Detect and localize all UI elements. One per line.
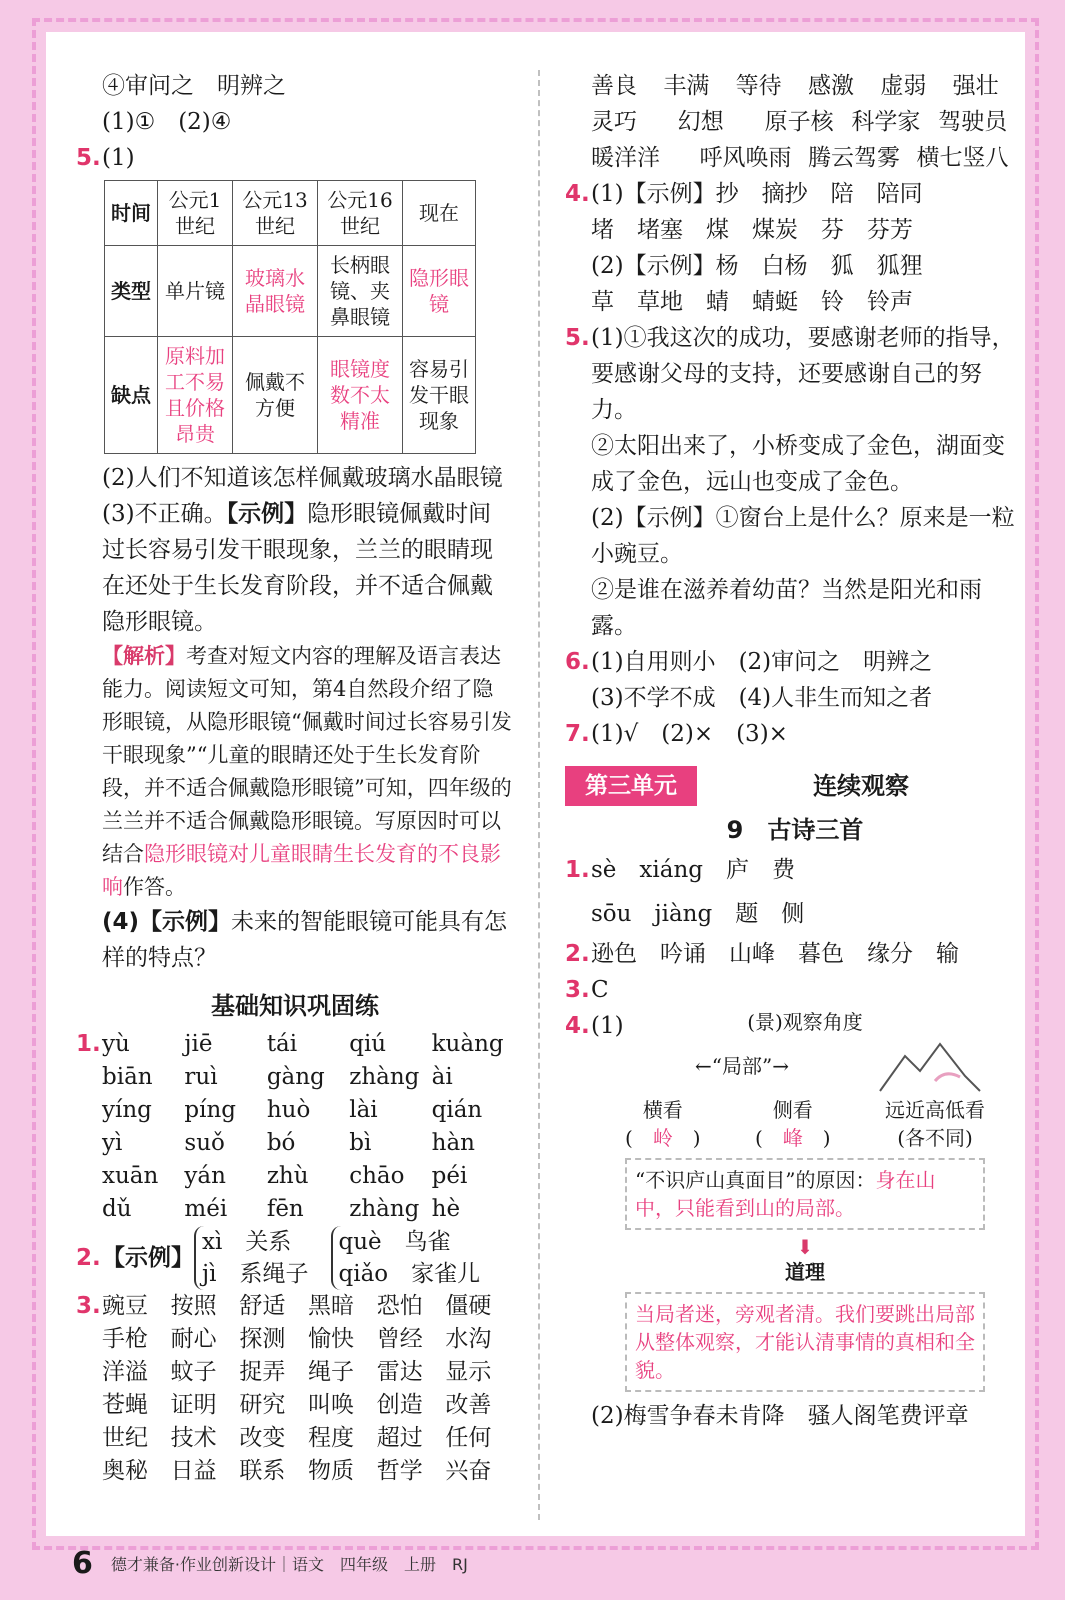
answer-line: (2)梅雪争春未肯降 骚人阁笔费评章	[591, 1403, 969, 1429]
table-cell: 容易引发干眼现象	[403, 337, 476, 454]
question-number: 5.	[76, 145, 101, 171]
table-cell: 公元1世纪	[158, 181, 233, 246]
observation-diagram	[625, 1008, 985, 1392]
reason-text: 身在山中，只能看到山的局部。	[635, 1168, 936, 1220]
section-title: 基础知识巩固练	[211, 992, 379, 1020]
table-cell: 佩戴不方便	[233, 337, 318, 454]
word: 善良	[591, 73, 637, 99]
reason-box	[625, 1158, 985, 1230]
pinyin: hàn	[431, 1130, 475, 1156]
word-row	[565, 68, 1025, 104]
pinyin: yì	[102, 1130, 123, 1156]
answer-text: C	[591, 977, 609, 1003]
view-answer: 峰	[782, 1126, 803, 1150]
table-cell: 类型	[105, 246, 158, 337]
pinyin: qiǎo	[338, 1261, 389, 1287]
pinyin: bì	[349, 1130, 372, 1156]
word: 虚弱	[880, 73, 927, 99]
word: 丰满	[663, 73, 710, 99]
diagram-views	[625, 1096, 985, 1152]
pinyin: bó	[266, 1130, 296, 1156]
answer-line: sōu jiàng 题 侧	[591, 901, 805, 927]
unit-tag: 第三单元	[565, 766, 697, 806]
table-cell: 单片镜	[158, 246, 233, 337]
table-cell: 时间	[105, 181, 158, 246]
answer-text: 未来的智能眼镜可能具有怎样的特点？	[102, 909, 508, 971]
word: 灵巧	[591, 109, 637, 135]
table-cell: 长柄眼镜、夹鼻眼镜	[318, 246, 403, 337]
question-number: 3.	[76, 1293, 101, 1319]
pinyin-row	[76, 1160, 514, 1193]
word: 感激	[807, 73, 854, 99]
pinyin: suǒ	[184, 1130, 225, 1156]
pinyin: méi	[184, 1196, 228, 1222]
sub-label: (1)	[102, 145, 135, 171]
pinyin: yù	[102, 1031, 130, 1057]
question-3	[565, 972, 1025, 1008]
pinyin: zhàng	[349, 1064, 420, 1090]
word: 创造	[376, 1392, 423, 1418]
footer-text: 德才兼备·作业创新设计｜语文 四年级 上册 RJ	[110, 1555, 468, 1574]
word: 驾驶员	[938, 109, 1008, 135]
question-6	[565, 644, 1025, 680]
answer-line: (3)不学不成 (4)人非生而知之者	[591, 685, 933, 711]
word: 世纪	[102, 1425, 148, 1451]
table-row	[105, 181, 476, 246]
right-column	[565, 68, 1025, 1434]
word: 苍蝇	[102, 1392, 148, 1418]
table-cell: 公元13世纪	[233, 181, 318, 246]
word: 超过	[376, 1425, 423, 1451]
question-1	[565, 848, 1025, 892]
view-item: 横看 ( 岭 )	[625, 1098, 701, 1150]
unit-header	[565, 766, 1025, 806]
word: 探测	[239, 1326, 286, 1352]
word: 水沟	[445, 1326, 492, 1352]
table-row	[105, 246, 476, 337]
view-item: 侧看 ( 峰 )	[755, 1098, 831, 1150]
word: 舒适	[239, 1293, 286, 1319]
pinyin: píng	[184, 1097, 237, 1123]
question-number: 2.	[76, 1245, 101, 1271]
example-tag: 【示例】	[102, 1245, 194, 1271]
pinyin-row	[76, 1061, 514, 1094]
question-number: 5.	[565, 325, 590, 351]
word: 系绳子	[239, 1261, 309, 1287]
pinyin: ài	[431, 1064, 453, 1090]
question-3	[76, 1290, 514, 1488]
word: 洋溢	[102, 1359, 148, 1385]
pinyin: què	[338, 1229, 382, 1255]
answer-text: (1)√ (2)× (3)×	[591, 721, 788, 747]
brace-group	[331, 1226, 481, 1290]
pinyin: dǔ	[102, 1196, 132, 1222]
word: 强壮	[952, 73, 999, 99]
view-answer: (各不同)	[897, 1126, 973, 1150]
answer-paragraph: ②太阳出来了，小桥变成了金色，湖面变成了金色，远山也变成了金色。	[591, 433, 1005, 495]
answer-text: (1)【示例】抄 摘抄 陪 陪同	[591, 181, 923, 207]
view-answer: 岭	[652, 1126, 673, 1150]
word: 僵硬	[445, 1293, 492, 1319]
pinyin: yán	[184, 1163, 226, 1189]
answer-line: ④审问之 明辨之	[102, 73, 286, 99]
analysis-text: 作答。	[123, 875, 186, 899]
pinyin: huò	[266, 1097, 311, 1123]
word-row	[565, 140, 1025, 176]
pinyin-row	[76, 1028, 514, 1061]
word: 研究	[239, 1392, 286, 1418]
analysis-highlight: 隐形眼镜对儿童眼睛生长发育的不良影响	[102, 842, 501, 899]
column-divider	[538, 70, 540, 1520]
word-row	[76, 1323, 514, 1356]
example-tag: (4)【示例】	[102, 909, 232, 935]
analysis-tag: 【解析】	[102, 644, 186, 668]
pinyin: biān	[102, 1064, 153, 1090]
pinyin: ruì	[184, 1064, 218, 1090]
pinyin-row	[76, 1193, 514, 1226]
word: 家雀儿	[411, 1261, 481, 1287]
answer-text: 逊色 吟诵 山峰 暮色 缘分 输	[591, 941, 959, 967]
word: 呼风唤雨	[699, 145, 792, 171]
question-number: 3.	[565, 977, 590, 1003]
word: 证明	[170, 1392, 217, 1418]
table-cell: 公元16世纪	[318, 181, 403, 246]
word: 黑暗	[308, 1293, 355, 1319]
word: 横七竖八	[916, 145, 1009, 171]
sub-label: (1)	[591, 1013, 624, 1039]
view-item	[885, 1096, 985, 1152]
word: 奥秘	[102, 1458, 148, 1484]
pinyin: zhàng	[349, 1196, 420, 1222]
word-row	[76, 1455, 514, 1488]
word: 原子核	[764, 109, 834, 135]
word: 绳子	[308, 1359, 355, 1385]
word: 蚊子	[170, 1359, 217, 1385]
word: 任何	[445, 1425, 492, 1451]
table-cell: 缺点	[105, 337, 158, 454]
word: 耐心	[170, 1326, 217, 1352]
answer-paragraph: ②是谁在滋养着幼苗？当然是阳光和雨露。	[591, 577, 982, 639]
pinyin: gàng	[266, 1064, 325, 1090]
question-2	[76, 1226, 514, 1290]
question-7	[565, 716, 1025, 752]
table-cell: 隐形眼镜	[403, 246, 476, 337]
word: 愉快	[308, 1326, 355, 1352]
local-label: ←“局部”→	[695, 1054, 789, 1078]
analysis-text: 考查对短文内容的理解及语言表达能力。阅读短文可知，第4自然段介绍了隐形眼镜，从隐形眼镜“佩戴时间过长容易引发干眼现象”“儿童的眼睛还处于生长发育阶段，并不适合佩戴隐形眼镜”可知，四年级的兰兰并不适合佩戴隐形眼镜。写原因时可以结合	[102, 644, 512, 866]
word-row	[76, 1389, 514, 1422]
truth-box: 当局者迷，旁观者清。我们要跳出局部从整体观察，才能认清事情的真相和全貌。	[625, 1292, 985, 1392]
word: 手枪	[102, 1326, 148, 1352]
answer-paragraph	[76, 904, 514, 976]
pinyin: hè	[431, 1196, 461, 1222]
answer-text: (1)自用则小 (2)审问之 明辨之	[591, 649, 933, 675]
table-cell: 玻璃水晶眼镜	[233, 246, 318, 337]
pinyin-row	[76, 1127, 514, 1160]
diagram-top	[625, 1036, 985, 1096]
word: 科学家	[851, 109, 921, 135]
answer-line: (2)【示例】杨 白杨 狐 狐狸	[591, 253, 923, 279]
left-column	[76, 68, 514, 1488]
word: 技术	[170, 1425, 217, 1451]
mountain-icon	[875, 1036, 985, 1096]
pinyin: jì	[202, 1261, 217, 1287]
word: 鸟雀	[404, 1229, 451, 1255]
word: 暖洋洋	[591, 145, 660, 171]
answer-line: 草 草地 蜻 蜻蜓 铃 铃声	[591, 289, 913, 315]
pinyin: chāo	[349, 1163, 405, 1189]
answer-paragraph: (2)人们不知道该怎样佩戴玻璃水晶眼镜	[102, 465, 503, 491]
answer-text: (1)①我这次的成功，要感谢老师的指导，要感谢父母的支持，还要感谢自己的努力。	[591, 325, 1015, 423]
reason-label: “不识庐山真面目”的原因：	[635, 1168, 876, 1192]
word: 恐怕	[376, 1293, 423, 1319]
word: 腾云驾雾	[808, 145, 900, 171]
pinyin: yíng	[102, 1097, 152, 1123]
analysis-paragraph	[76, 640, 514, 904]
answer-line: (1)① (2)④	[102, 109, 232, 135]
pinyin: zhù	[266, 1163, 309, 1189]
word: 幻想	[677, 109, 724, 135]
page-number: 6	[72, 1546, 93, 1581]
pinyin: lài	[349, 1097, 378, 1123]
brace-group	[194, 1226, 309, 1290]
answer-paragraph: (2)【示例】①窗台上是什么？原来是一粒小豌豆。	[591, 505, 1015, 567]
word: 叫唤	[308, 1392, 355, 1418]
word: 关系	[245, 1229, 292, 1255]
question-number: 4.	[565, 1013, 590, 1039]
question-number: 6.	[565, 649, 590, 675]
pinyin: péi	[431, 1163, 468, 1189]
word: 哲学	[376, 1458, 423, 1484]
down-arrow-icon: ⬇	[796, 1235, 814, 1259]
word-row	[76, 1356, 514, 1389]
view-label: 横看	[642, 1098, 683, 1122]
word: 改善	[445, 1392, 492, 1418]
word-row	[76, 1290, 514, 1323]
word-row	[565, 104, 1025, 140]
pinyin: qián	[431, 1097, 483, 1123]
word: 曾经	[376, 1326, 423, 1352]
example-tag: 【示例】	[226, 501, 308, 527]
question-number: 4.	[565, 181, 590, 207]
table-cell: 现在	[403, 181, 476, 246]
question-4	[565, 176, 1025, 212]
word: 雷达	[376, 1359, 423, 1385]
word: 程度	[308, 1425, 355, 1451]
unit-title: 连续观察	[813, 772, 909, 800]
word-row	[76, 1422, 514, 1455]
word: 等待	[735, 73, 782, 99]
word: 改变	[239, 1425, 286, 1451]
question-number: 7.	[565, 721, 590, 747]
word: 按照	[170, 1293, 217, 1319]
word: 豌豆	[102, 1293, 148, 1319]
question-1	[76, 1028, 514, 1226]
diagram-title: (景)观察角度	[747, 1010, 863, 1034]
pinyin: tái	[266, 1031, 298, 1057]
question-number: 1.	[76, 1031, 101, 1057]
question-5	[76, 140, 514, 176]
word: 联系	[239, 1458, 286, 1484]
word: 兴奋	[445, 1458, 492, 1484]
pinyin: xì	[202, 1229, 223, 1255]
answer-line: 堵 堵塞 煤 煤炭 芬 芬芳	[591, 217, 913, 243]
word: 物质	[308, 1458, 355, 1484]
view-label: 侧看	[772, 1098, 813, 1122]
table-cell: 眼镜度数不太精准	[318, 337, 403, 454]
answer-text: (3)不正确。	[102, 501, 227, 527]
table-row	[105, 337, 476, 454]
glasses-table	[104, 180, 476, 454]
answer-text: sè xiáng 庐 费	[591, 857, 795, 883]
pinyin: xuān	[102, 1163, 159, 1189]
page-footer	[72, 1546, 468, 1581]
question-5	[565, 320, 1025, 428]
question-number: 2.	[565, 941, 590, 967]
lesson-title: 9 古诗三首	[726, 816, 864, 844]
word: 日益	[170, 1458, 217, 1484]
question-number: 1.	[565, 857, 590, 883]
pinyin: jiē	[184, 1031, 213, 1057]
answer-paragraph	[76, 496, 514, 640]
answer-text: 隐形眼镜佩戴时间过长容易引发干眼现象，兰兰的眼睛现在还处于生长发育阶段，并不适合佩戴隐形眼镜。	[102, 501, 493, 635]
view-label: 远近高低看	[885, 1098, 985, 1122]
word: 捉弄	[239, 1359, 286, 1385]
pinyin: kuàng	[431, 1031, 504, 1057]
word: 显示	[445, 1359, 492, 1385]
pinyin-row	[76, 1094, 514, 1127]
table-cell: 原料加工不易且价格昂贵	[158, 337, 233, 454]
truth-label: 道理	[785, 1260, 825, 1284]
pinyin: qiú	[349, 1031, 387, 1057]
question-2	[565, 936, 1025, 972]
pinyin: fēn	[266, 1196, 304, 1222]
